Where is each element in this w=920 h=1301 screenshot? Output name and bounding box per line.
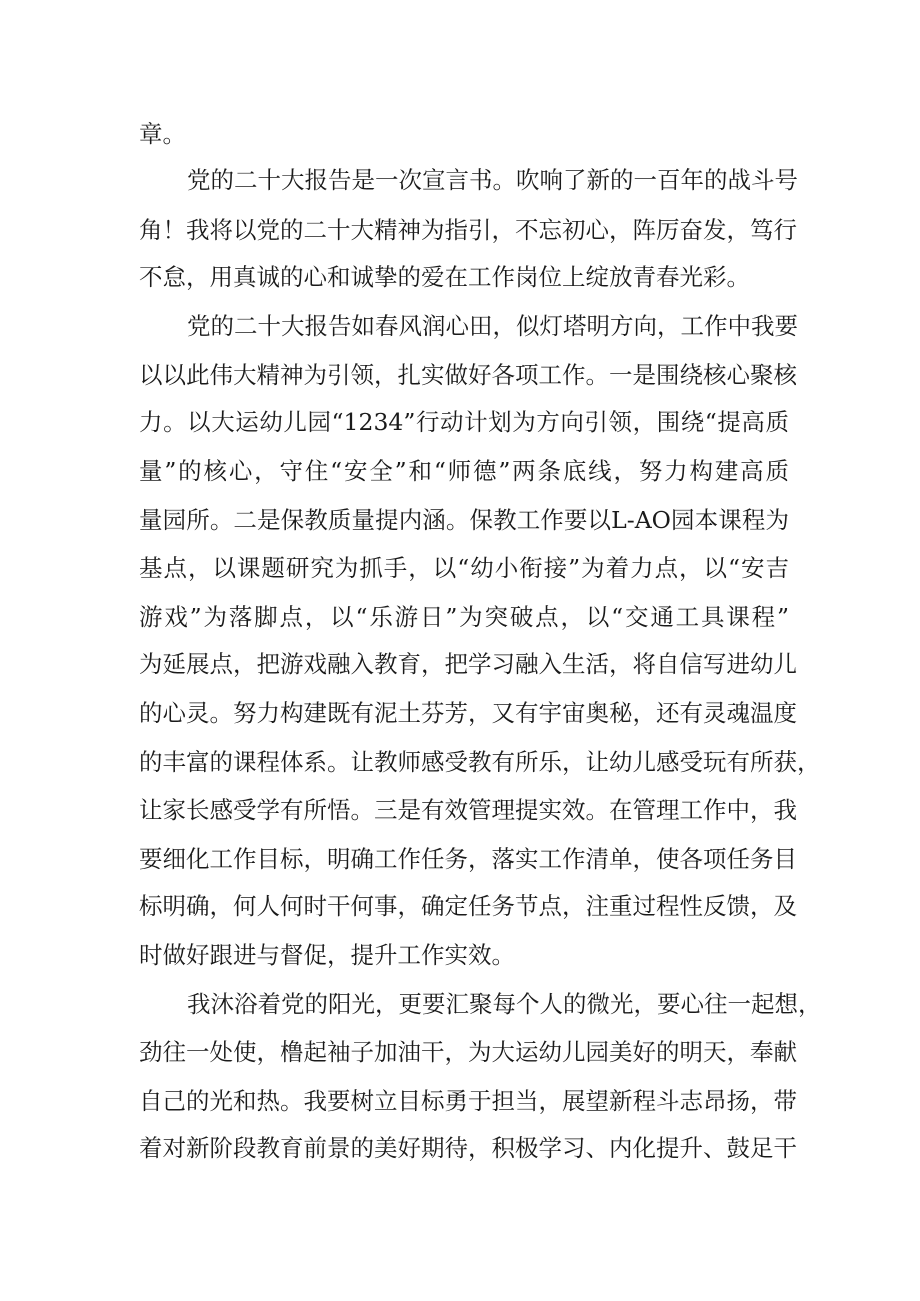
text-line: 要细化工作目标，明确工作任务，落实工作清单，使各项任务目 — [139, 845, 797, 873]
text-line: 量”的核心，守住“安全”和“师德”两条底线，努力构建高质 — [139, 457, 789, 485]
text-line: 为延展点，把游戏融入教育，把学习融入生活，将自信写进幼儿 — [139, 650, 797, 678]
text-line: 党的二十大报告如春风润心田，似灯塔明方向，工作中我要 — [187, 312, 798, 340]
text-line: 基点，以课题研究为抓手，以“幼小衔接”为着力点，以“安吉 — [139, 554, 789, 582]
text-line: 我沐浴着党的阳光，更要汇聚每个人的微光，要心往一起想， — [187, 990, 822, 1018]
text-line: 力。以大运幼儿园“1234”行动计划为方向引领，围绕“提高质 — [139, 408, 789, 436]
text-line: 劲往一处使，橹起袖子加油干，为大运幼儿园美好的明天，奉献 — [139, 1038, 797, 1066]
text-line: 让家长感受学有所悟。三是有效管理提实效。在管理工作中，我 — [139, 796, 797, 824]
text-line: 不怠，用真诚的心和诚挚的爱在工作岗位上绽放青春光彩。 — [139, 263, 750, 291]
text-line: 的心灵。努力构建既有泥土芬芳，又有宇宙奥秘，还有灵魂温度 — [139, 699, 797, 727]
text-line: 角！我将以党的二十大精神为指引，不忘初心，阵厉奋发，笃行 — [139, 216, 797, 244]
text-line: 标明确，何人何时干何事，确定任务节点，注重过程性反馈，及 — [139, 892, 797, 920]
text-line: 的丰富的课程体系。让教师感受教有所乐，让幼儿感受玩有所获， — [139, 748, 821, 776]
text-line: 量园所。二是保教质量提内涵。保教工作要以L-AO园本课程为 — [139, 506, 789, 534]
text-line: 章。 — [139, 120, 186, 148]
text-line: 时做好跟进与督促，提升工作实效。 — [139, 941, 515, 969]
text-line: 着对新阶段教育前景的美好期待，积极学习、内化提升、鼓足干 — [139, 1134, 797, 1162]
text-line: 自己的光和热。我要树立目标勇于担当，展望新程斗志昂扬，带 — [139, 1087, 797, 1115]
text-line: 游戏”为落脚点，以“乐游日”为突破点，以“交通工具课程” — [139, 603, 789, 631]
text-line: 以以此伟大精神为引领，扎实做好各项工作。一是围绕核心聚核 — [139, 361, 797, 389]
text-line: 党的二十大报告是一次宣言书。吹响了新的一百年的战斗号 — [187, 166, 798, 194]
